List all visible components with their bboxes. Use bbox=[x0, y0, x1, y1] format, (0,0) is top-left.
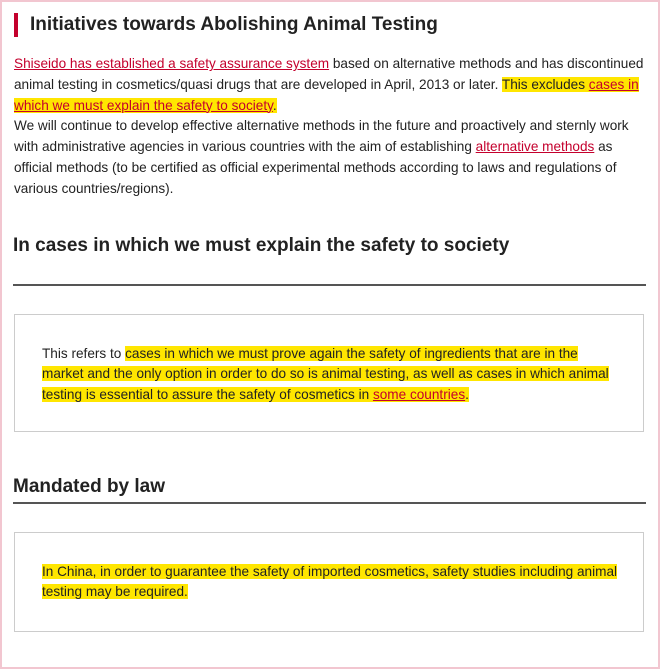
mandated-highlight: In China, in order to guarantee the safety of imported cosmetics, safety studies including animal testing may be required. bbox=[42, 564, 618, 600]
intro-highlight-text: This excludes bbox=[501, 76, 589, 92]
safety-assurance-link[interactable]: Shiseido has established a safety assurance system bbox=[14, 56, 330, 71]
explain-safety-link[interactable]: cases in which we must explain the safety to society bbox=[14, 76, 639, 113]
explain-safety-period: . bbox=[465, 386, 469, 402]
intro-text-1: based on alternative methods and has discontinued animal testing in cosmetics/quasi drugs that are developed in April, 2013 or later. bbox=[14, 56, 644, 92]
intro-text-3: as official methods (to be certified as official experimental methods according to laws and regulations of various countries/regions). bbox=[14, 139, 617, 196]
intro-text-2: We will continue to develop effective alternative methods in the future and proactively and sternly work with administrative agencies in various countries with the aim of establishing bbox=[14, 118, 629, 155]
section-heading-mandated-by-law: Mandated by law bbox=[13, 476, 166, 497]
mandated-by-law-text bbox=[42, 562, 622, 603]
some-countries-link[interactable]: some countries bbox=[372, 386, 466, 402]
alternative-methods-link[interactable]: alternative methods bbox=[475, 139, 595, 155]
mandated-by-law-box bbox=[14, 532, 644, 632]
explain-safety-highlight-text: cases in which we must prove again the safety of ingredients that are in the market and the only option in order to do so is animal testing, as well as cases in which animal testing is essential to assure the safety of cosmetics in bbox=[42, 346, 609, 402]
explain-safety-highlight bbox=[42, 346, 609, 402]
section-divider-2 bbox=[13, 502, 646, 504]
explain-safety-box bbox=[14, 314, 644, 432]
section-divider-1 bbox=[13, 284, 646, 286]
explain-safety-text bbox=[42, 344, 622, 405]
intro-highlight-period: . bbox=[272, 97, 277, 113]
section-heading-explain-safety: In cases in which we must explain the safety to society bbox=[13, 235, 510, 256]
intro-paragraph bbox=[14, 54, 650, 200]
page-title: Initiatives towards Abolishing Animal Testing bbox=[14, 13, 438, 37]
content-area bbox=[2, 2, 658, 667]
explain-safety-prefix: This refers to bbox=[42, 346, 126, 361]
